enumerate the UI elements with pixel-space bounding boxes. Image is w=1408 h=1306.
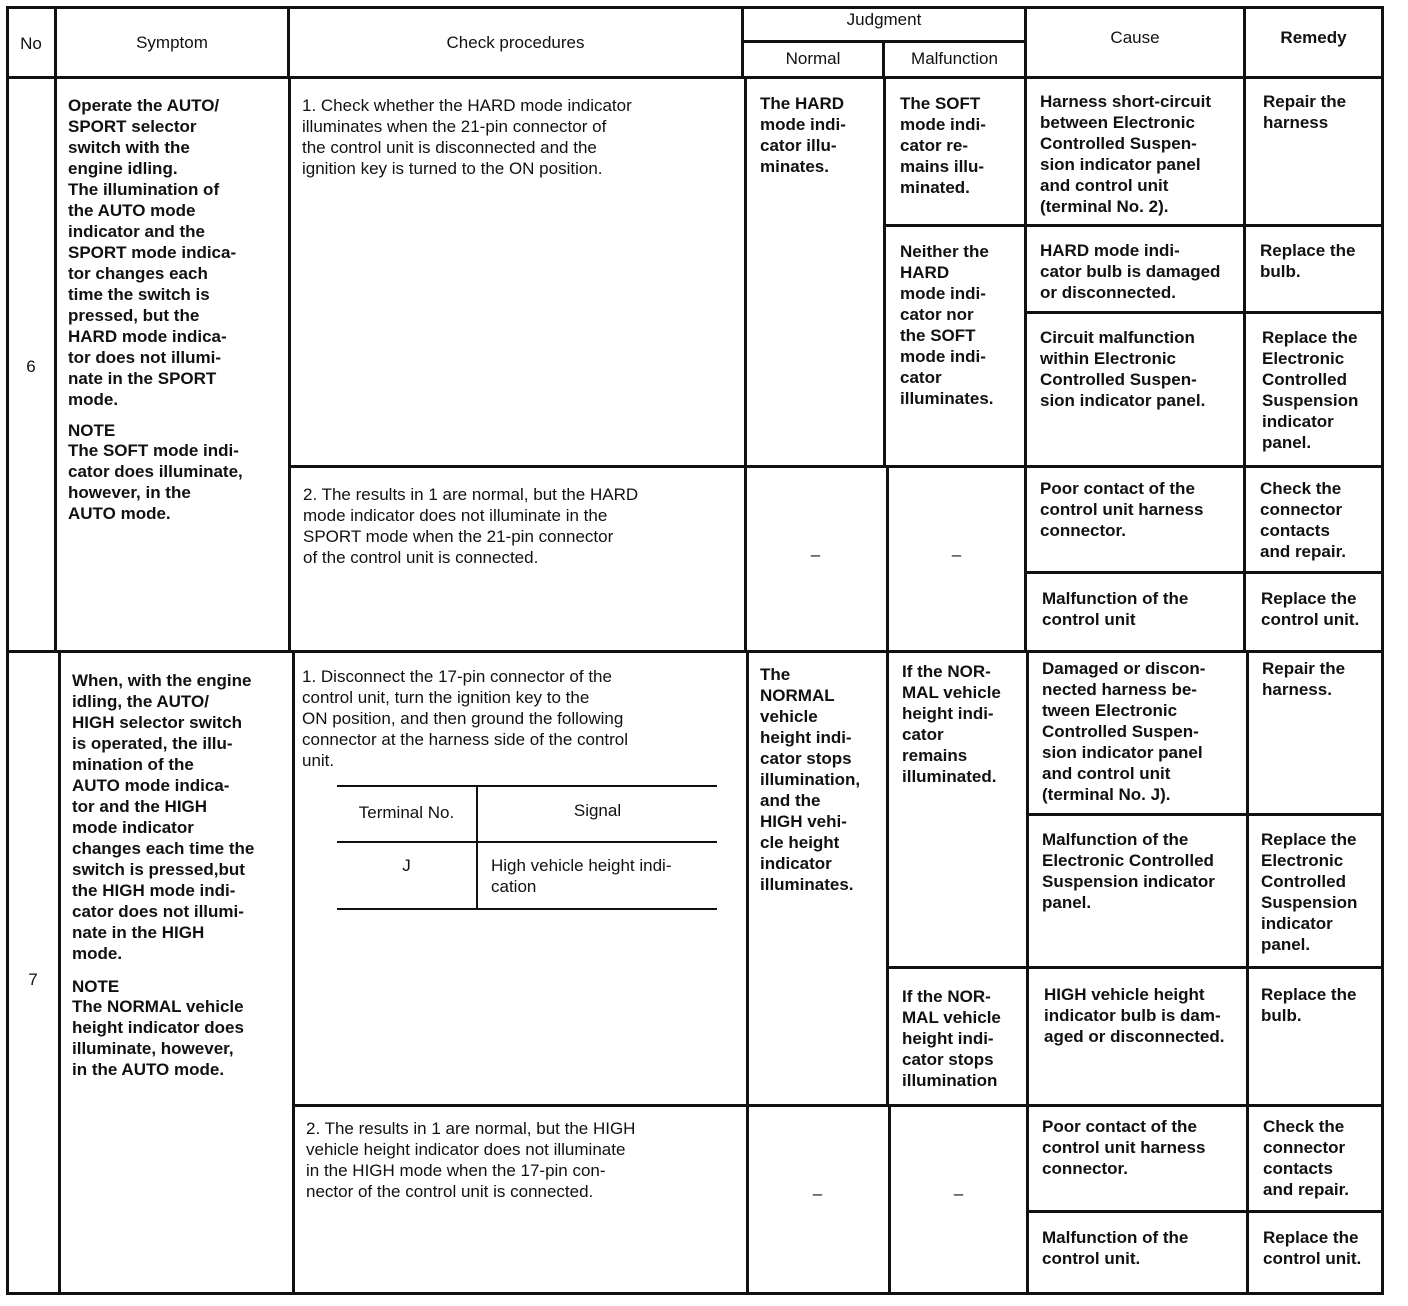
column-divider (744, 78, 747, 653)
check-procedure-1: 1. Disconnect the 17-pin connector of the control unit, turn the ignition key to the ON position, and then ground the following connector at the harness side of the control unit. (302, 667, 629, 770)
judgment-malfunction: Neither the HARD mode indi- cator nor the SOFT mode indi- cator illuminates. (900, 242, 994, 408)
judgment-malfunction: If the NOR- MAL vehicle height indi- cator stops illumination (902, 987, 1001, 1090)
judgment-normal: The HARD mode indi- cator illu- minates. (760, 94, 846, 176)
header-normal: Normal (785, 49, 841, 68)
table-border (6, 1292, 1384, 1295)
check-procedure-2: 2. The results in 1 are normal, but the HIGH vehicle height indicator does not illuminate in the HIGH mode when the 17-pin con- nector of the control unit is connected. (306, 1119, 636, 1201)
judgment-malfunction: – (951, 545, 962, 564)
row-divider (883, 224, 1384, 227)
column-divider (288, 78, 291, 653)
row-divider (1026, 813, 1384, 816)
judgment-normal: The NORMAL vehicle height indi- cator stops illumination, and the HIGH vehi- cle height indicator illuminates. (760, 665, 861, 894)
note-text: The NORMAL vehicle height indicator does illuminate, however, in the AUTO mode. (72, 997, 244, 1079)
remedy-text: Repair the harness. (1262, 659, 1346, 699)
judgment-malfunction: The SOFT mode indi- cator re- mains illu- minated. (900, 94, 986, 197)
check-procedure-2: 2. The results in 1 are normal, but the HARD mode indicator does not illuminate in the SPORT mode when the 21-pin connector of the control unit is connected. (303, 485, 639, 567)
cause-text: Poor contact of the control unit harness connector. (1042, 1117, 1206, 1178)
remedy-text: Repair the harness (1263, 92, 1347, 132)
cause-text: Circuit malfunction within Electronic Controlled Suspen- sion indicator panel. (1040, 328, 1206, 410)
cause-text: Malfunction of the control unit. (1042, 1228, 1189, 1268)
cause-text: Malfunction of the Electronic Controlled Suspension indicator panel. (1042, 830, 1215, 912)
cause-text: HIGH vehicle height indicator bulb is dam- aged or disconnected. (1044, 985, 1225, 1046)
remedy-text: Replace the control unit. (1263, 1228, 1362, 1268)
inner-table-header-terminal: Terminal No. (358, 803, 455, 822)
header-judgment: Judgment (846, 10, 922, 29)
row-number: 6 (26, 357, 36, 376)
header-divider (6, 76, 1384, 79)
column-divider (1024, 78, 1027, 653)
row-divider (1024, 571, 1384, 574)
symptom-text: When, with the engine idling, the AUTO/ HIGH selector switch is operated, the illu- mination of the AUTO mode indica- tor and the HIGH mode indicator changes each time the switch is pressed,but the HIGH mode indi- cator does not illumi- nate in the HIGH mode. (72, 671, 255, 963)
row-number: 7 (28, 970, 38, 989)
check-procedure-1: 1. Check whether the HARD mode indicator illuminates when the 21-pin connector of the control unit is disconnected and the ignition key is turned to the ON position. (302, 96, 632, 178)
row-divider (1024, 311, 1384, 314)
inner-table-rule (337, 841, 717, 843)
header-remedy: Remedy (1280, 28, 1347, 47)
cause-text: Damaged or discon- nected harness be- tween Electronic Controlled Suspen- sion indicator panel and control unit (terminal No. J). (1042, 659, 1206, 804)
judgment-malfunction: If the NOR- MAL vehicle height indi- cator remains illuminated. (902, 662, 1001, 786)
cause-text: HARD mode indi- cator bulb is damaged or disconnected. (1040, 241, 1221, 302)
row-divider (292, 1104, 1384, 1107)
cause-text: Malfunction of the control unit (1042, 589, 1189, 629)
column-divider (1243, 78, 1246, 653)
column-divider (886, 652, 889, 1107)
header-check-procedures: Check procedures (446, 33, 585, 52)
row-divider (886, 966, 1384, 969)
note-label: NOTE (68, 421, 116, 440)
header-no: No (20, 34, 42, 53)
table-border (6, 6, 1384, 9)
header-cause: Cause (1110, 28, 1160, 47)
inner-table-terminal-value: J (402, 856, 411, 875)
remedy-text: Replace the Electronic Controlled Suspension indicator panel. (1262, 328, 1359, 452)
column-divider (54, 78, 57, 653)
note-text: The SOFT mode indi- cator does illuminate, however, in the AUTO mode. (68, 441, 243, 523)
remedy-text: Replace the control unit. (1261, 589, 1360, 629)
symptom-text: Operate the AUTO/ SPORT selector switch with the engine idling. The illumination of the AUTO mode indicator and the SPORT mode indica- tor changes each time the switch is pressed, but the HARD mode indica- tor does not illumi- nate in the SPORT mode. (68, 96, 237, 409)
column-divider (292, 652, 295, 1294)
remedy-text: Check the connector contacts and repair. (1260, 479, 1346, 561)
header-malfunction: Malfunction (911, 49, 998, 68)
remedy-text: Check the connector contacts and repair. (1263, 1117, 1349, 1199)
row-divider (288, 465, 1384, 468)
inner-table-rule (337, 785, 717, 787)
cause-text: Harness short-circuit between Electronic Controlled Suspen- sion indicator panel and control unit (terminal No. 2). (1040, 92, 1211, 216)
column-divider (883, 78, 886, 468)
remedy-text: Replace the Electronic Controlled Suspension indicator panel. (1261, 830, 1358, 954)
row-divider (1026, 1210, 1384, 1213)
judgment-malfunction: – (953, 1184, 964, 1203)
cause-text: Poor contact of the control unit harness connector. (1040, 479, 1204, 540)
column-divider (1026, 652, 1029, 1294)
header-symptom: Symptom (136, 33, 208, 52)
inner-table-header-signal: Signal (573, 801, 622, 820)
judgment-normal: – (810, 545, 821, 564)
row-divider (6, 650, 1384, 653)
remedy-text: Replace the bulb. (1260, 241, 1356, 281)
judgment-normal: – (812, 1184, 823, 1203)
column-divider (58, 652, 61, 1294)
note-label: NOTE (72, 977, 120, 996)
inner-table-signal-value: High vehicle height indi- cation (491, 856, 672, 896)
remedy-text: Replace the bulb. (1261, 985, 1357, 1025)
column-divider (1246, 652, 1249, 1294)
inner-table-rule (337, 908, 717, 910)
